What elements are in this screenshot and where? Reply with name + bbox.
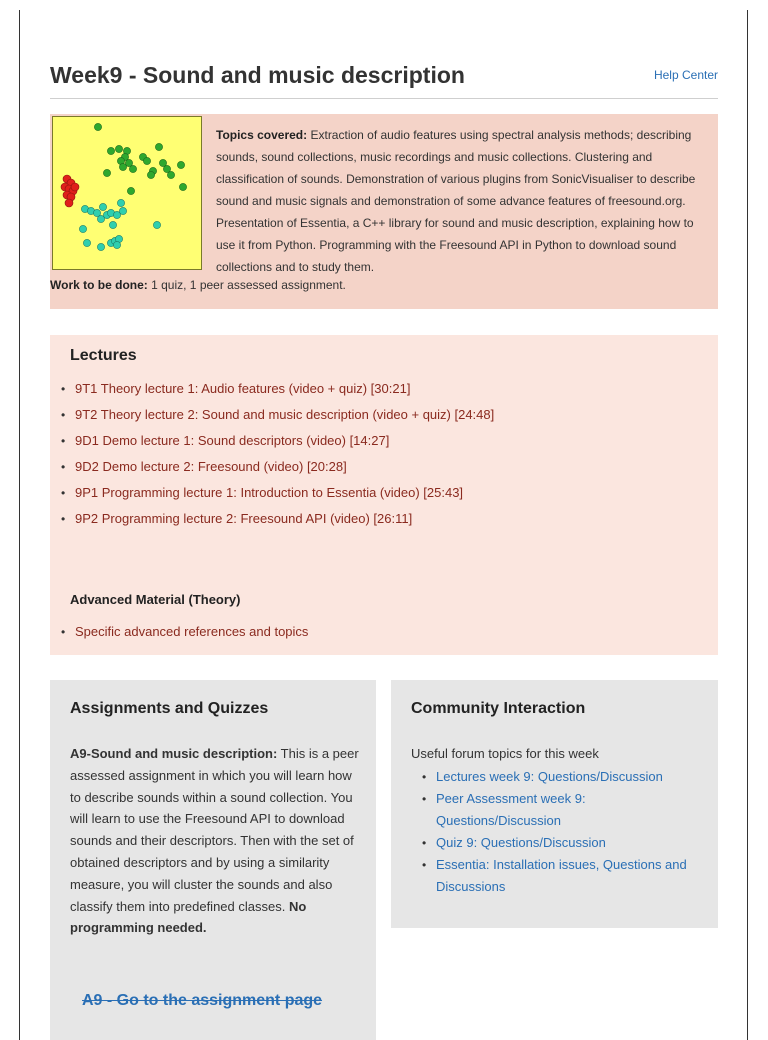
list-item [421, 832, 691, 854]
lectures-list [60, 378, 500, 534]
page-header [50, 60, 718, 99]
lectures-heading: Lectures [70, 347, 137, 364]
forum-link-peer-assessment[interactable]: Peer Assessment week 9: Questions/Discussion [436, 791, 586, 828]
forum-list [421, 766, 691, 898]
list-item [421, 854, 691, 898]
lecture-link-9p1[interactable]: 9P1 Programming lecture 1: Introduction to Essentia (video) [25:43] [75, 485, 464, 500]
assignment-label: A9-Sound and music description: [70, 746, 278, 761]
lectures-box [50, 335, 718, 655]
work-text: 1 quiz, 1 peer assessed assignment. [147, 278, 346, 292]
community-panel [391, 680, 718, 928]
list-item [421, 766, 691, 788]
lecture-link-9p2[interactable]: 9P2 Programming lecture 2: Freesound API (video) [26:11] [75, 511, 413, 526]
scatter-svg [53, 117, 201, 269]
lecture-link-9d2[interactable]: 9D2 Demo lecture 2: Freesound (video) [20:28] [75, 459, 347, 474]
list-item [60, 430, 500, 452]
assignments-panel [50, 680, 376, 1040]
lecture-link-9t1[interactable]: 9T1 Theory lecture 1: Audio features (video + quiz) [30:21] [75, 381, 411, 396]
advanced-references-link[interactable]: Specific advanced references and topics [75, 624, 309, 639]
lecture-link-9t2[interactable]: 9T2 Theory lecture 2: Sound and music description (video + quiz) [24:48] [75, 407, 495, 422]
list-item [60, 378, 500, 400]
assignment-body: This is a peer assessed assignment in which you will learn how to describe sounds within a sound collection. You will learn to use the Freesound API to download sounds and their descriptors. Then with the set of obtained descriptors and by using a similarity measure, you will cluster the sounds and also classify them into predefined classes. [70, 746, 359, 914]
forum-link-lectures[interactable]: Lectures week 9: Questions/Discussion [436, 769, 663, 784]
topics-body: Extraction of audio features using spectral analysis methods; describing sounds, sound collections, music recordings and music collections. Clustering and classification of sounds. Demonstration of various plugins from SonicVisualiser to describe sound and music signals and demonstration of some advance features of freesound.org. Presentation of Essentia, a C++ library for sound and music description, explaining how to use it from Python. Programming with the Freesound API in Python to download sound collections and to study them. [216, 128, 696, 274]
community-heading: Community Interaction [411, 700, 586, 717]
forum-link-quiz[interactable]: Quiz 9: Questions/Discussion [436, 835, 606, 850]
cluster-scatter-plot-icon [52, 116, 202, 270]
list-item [60, 404, 500, 426]
list-item [60, 456, 500, 478]
topics-description [216, 124, 716, 278]
assignment-bold-tail: No programming needed. [70, 898, 307, 936]
work-label: Work to be done: [50, 278, 148, 292]
list-item [60, 482, 500, 504]
advanced-material-heading: Advanced Material (Theory) [70, 592, 241, 607]
forum-intro: Useful forum topics for this week [411, 746, 599, 761]
forum-link-essentia[interactable]: Essentia: Installation issues, Questions and Discussions [436, 857, 687, 894]
assignment-page-link[interactable]: A9 - Go to the assignment page [82, 992, 323, 1009]
page-title: Week9 - Sound and music description [50, 62, 465, 88]
advanced-list [60, 621, 308, 643]
list-item [60, 621, 308, 643]
help-center-link[interactable]: Help Center [653, 68, 718, 82]
assignments-heading: Assignments and Quizzes [70, 700, 269, 717]
topics-box [50, 114, 718, 309]
list-item [60, 508, 500, 530]
list-item [421, 788, 691, 832]
work-to-be-done [50, 278, 346, 292]
topics-label: Topics covered: [216, 128, 308, 142]
lecture-link-9d1[interactable]: 9D1 Demo lecture 1: Sound descriptors (video) [14:27] [75, 433, 390, 448]
assignment-description [70, 743, 362, 939]
